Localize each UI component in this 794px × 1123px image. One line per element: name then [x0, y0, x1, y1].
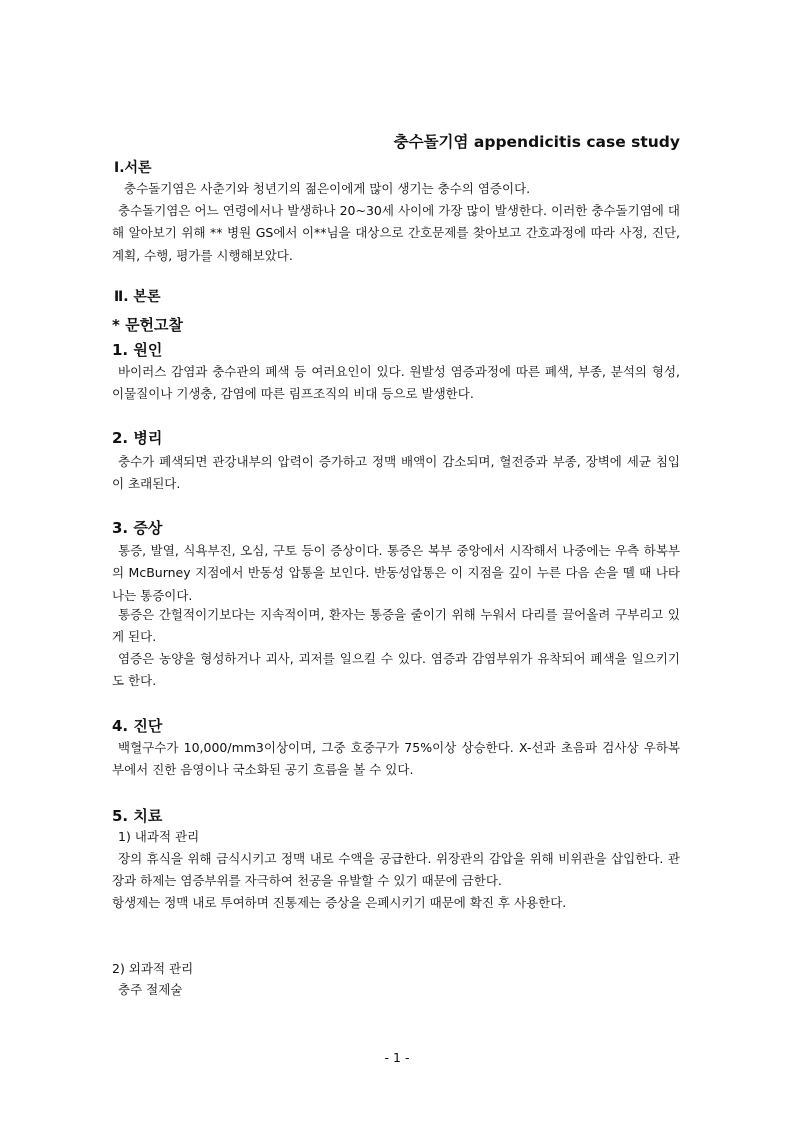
section-cause-heading: 1. 원인	[112, 341, 163, 359]
intro-heading: Ⅰ.서론	[114, 160, 152, 176]
literature-review-heading: * 문헌고찰	[112, 316, 184, 334]
document-page	[112, 0, 680, 1123]
section-symptoms-paragraph-1: 통증, 발열, 식욕부진, 오심, 구토 등이 증상이다. 통증은 복부 중앙에서 시작해서 나중에는 우측 하복부의 McBurney 지점에서 반동성 압통을 보인다. 반동성압통은 이 지점을 깊이 누른 다음 손을 뗄 때 나타나는 통증이다.	[112, 543, 680, 603]
surgical-management-text: 충주 절제술	[118, 982, 183, 997]
medical-management-paragraph-2: 항생제는 정맥 내로 투여하며 진통제는 증상을 은폐시키기 때문에 확진 후 사용한다.	[112, 895, 567, 910]
intro-paragraph-2: 충수돌기염은 어느 연령에서나 발생하나 20~30세 사이에 가장 많이 발생한다. 이러한 충수돌기염에 대해 알아보기 위해 ** 병원 GS에서 이**님을 대상으로 간호문제를 찾아보고 간호과정에 따라 사정, 진단, 계획, 수행, 평가를 시행해보았다.	[112, 203, 680, 263]
section-treatment-heading: 5. 치료	[112, 807, 163, 825]
section-pathology-paragraph: 충수가 폐색되면 관강내부의 압력이 증가하고 정맥 배액이 감소되며, 혈전증과 부종, 장벽에 세균 침입이 초래된다.	[112, 454, 680, 492]
section-diagnosis-paragraph: 백혈구수가 10,000/mm3이상이며, 그중 호중구가 75%이상 상승한다. X-선과 초음파 검사상 우하복부에서 진한 음영이나 국소화된 공기 흐름을 볼 수 있다.	[112, 740, 680, 778]
body-heading: Ⅱ. 본론	[114, 289, 161, 305]
section-symptoms-paragraph-3: 염증은 농양을 형성하거나 괴사, 괴저를 일으킬 수 있다. 염증과 감염부위가 유착되어 폐색을 일으키기도 한다.	[112, 651, 680, 689]
section-symptoms-heading: 3. 증상	[112, 519, 163, 537]
surgical-management-subheading: 2) 외과적 관리	[112, 961, 194, 976]
section-pathology-heading: 2. 병리	[112, 429, 163, 447]
medical-management-subheading: 1) 내과적 관리	[118, 829, 200, 844]
medical-management-paragraph-1: 장의 휴식을 위해 금식시키고 정맥 내로 수액을 공급한다. 위장관의 감압을 위해 비위관을 삽입한다. 관장과 하제는 염증부위를 자극하여 천공을 유발할 수 있기 때문에 금한다.	[112, 851, 680, 889]
intro-paragraph-1: 충수돌기염은 사춘기와 청년기의 젊은이에게 많이 생기는 충수의 염증이다.	[124, 181, 531, 196]
document-title: 충수돌기염 appendicitis case study	[393, 133, 680, 151]
section-symptoms-paragraph-2: 통증은 간헐적이기보다는 지속적이며, 환자는 통증을 줄이기 위해 누워서 다리를 끌어올려 구부리고 있게 된다.	[112, 607, 680, 645]
section-cause-paragraph: 바이러스 감염과 충수관의 폐색 등 여러요인이 있다. 원발성 염증과정에 따른 폐색, 부종, 분석의 형성, 이물질이나 기생충, 감염에 따른 림프조직의 비대 등으로 발생한다.	[112, 364, 680, 402]
page-number: - 1 -	[384, 1050, 410, 1065]
section-diagnosis-heading: 4. 진단	[112, 717, 163, 735]
